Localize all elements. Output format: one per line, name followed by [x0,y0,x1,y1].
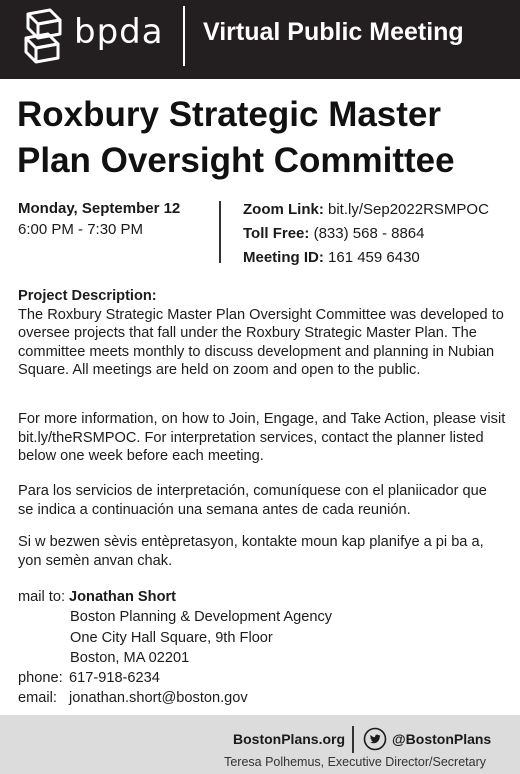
twitter-icon [363,727,387,751]
description-paragraph-spanish: Para los servicios de interpretación, comuníquese con el planiicador que se indica a continuación una semana antes de cada reunión. [18,483,487,518]
toll-free-row [243,222,489,246]
footer-divider [352,726,354,753]
bpda-logo-text: bpda [74,12,164,52]
zoom-link-row [243,198,489,222]
contact-org: Boston Planning & Development Agency [70,609,333,626]
project-description-heading: Project Description: [18,288,157,304]
description-paragraph-haitian: Si w bezwen sèvis entèpretasyon, kontakte moun kap planifye a pi ba a, yon semèn anvan chak. [18,534,484,569]
header-divider [183,6,185,66]
contact-info [18,587,498,709]
page-title [17,92,507,184]
footer-bar [0,715,520,774]
email-row [18,688,498,708]
email-address[interactable]: jonathan.short@boston.gov [69,690,248,707]
bpda-logo-icon [20,8,66,64]
title-line-1: Roxbury Strategic Master [17,95,442,134]
contact-address-2: Boston, MA 02201 [70,649,190,666]
meeting-id-row [243,246,489,270]
zoom-label: Zoom Link: [243,201,324,218]
meeting-time: 6:00 PM - 7:30 PM [18,221,144,238]
footer-credit: Teresa Polhemus, Executive Director/Secretary [224,755,486,769]
meeting-access-info [243,198,489,270]
header-bar [0,0,520,79]
title-line-2: Plan Oversight Committee [17,141,455,180]
meeting-datetime [18,198,180,240]
contact-name: Jonathan Short [69,589,177,605]
zoom-link[interactable]: bit.ly/Sep2022RSMPOC [328,201,489,218]
info-divider [219,201,221,263]
website-link[interactable]: BostonPlans.org [233,731,346,747]
mail-to-row [18,587,498,607]
meeting-id-value: 161 459 6430 [328,249,420,266]
mail-to-label: mail to: [18,589,66,605]
description-paragraph-2: For more information, on how to Join, Engage, and Take Action, please visit bit.ly/theRSMPOC. For interpretation services, contact the planner listed below one week before each meeting. [18,411,506,464]
project-description [18,287,506,380]
toll-free-number: (833) 568 - 8864 [313,225,425,242]
phone-label: phone: [18,670,63,687]
meeting-date: Monday, September 12 [18,200,181,217]
contact-address-1: One City Hall Square, 9th Floor [70,629,273,646]
description-paragraph-1: The Roxbury Strategic Master Plan Oversight Committee was developed to oversee projects that fall under the Roxbury Strategic Master Plan. The committee meets monthly to discuss development and planning in Nubian Square. All meetings are held on zoom and open to the public. [18,306,504,378]
email-label: email: [18,690,57,707]
toll-free-label: Toll Free: [243,225,310,242]
meeting-id-label: Meeting ID: [243,249,324,266]
phone-row [18,668,498,688]
twitter-handle[interactable]: @BostonPlans [392,731,492,747]
header-title: Virtual Public Meeting [203,18,464,46]
phone-number: 617-918-6234 [69,670,160,687]
